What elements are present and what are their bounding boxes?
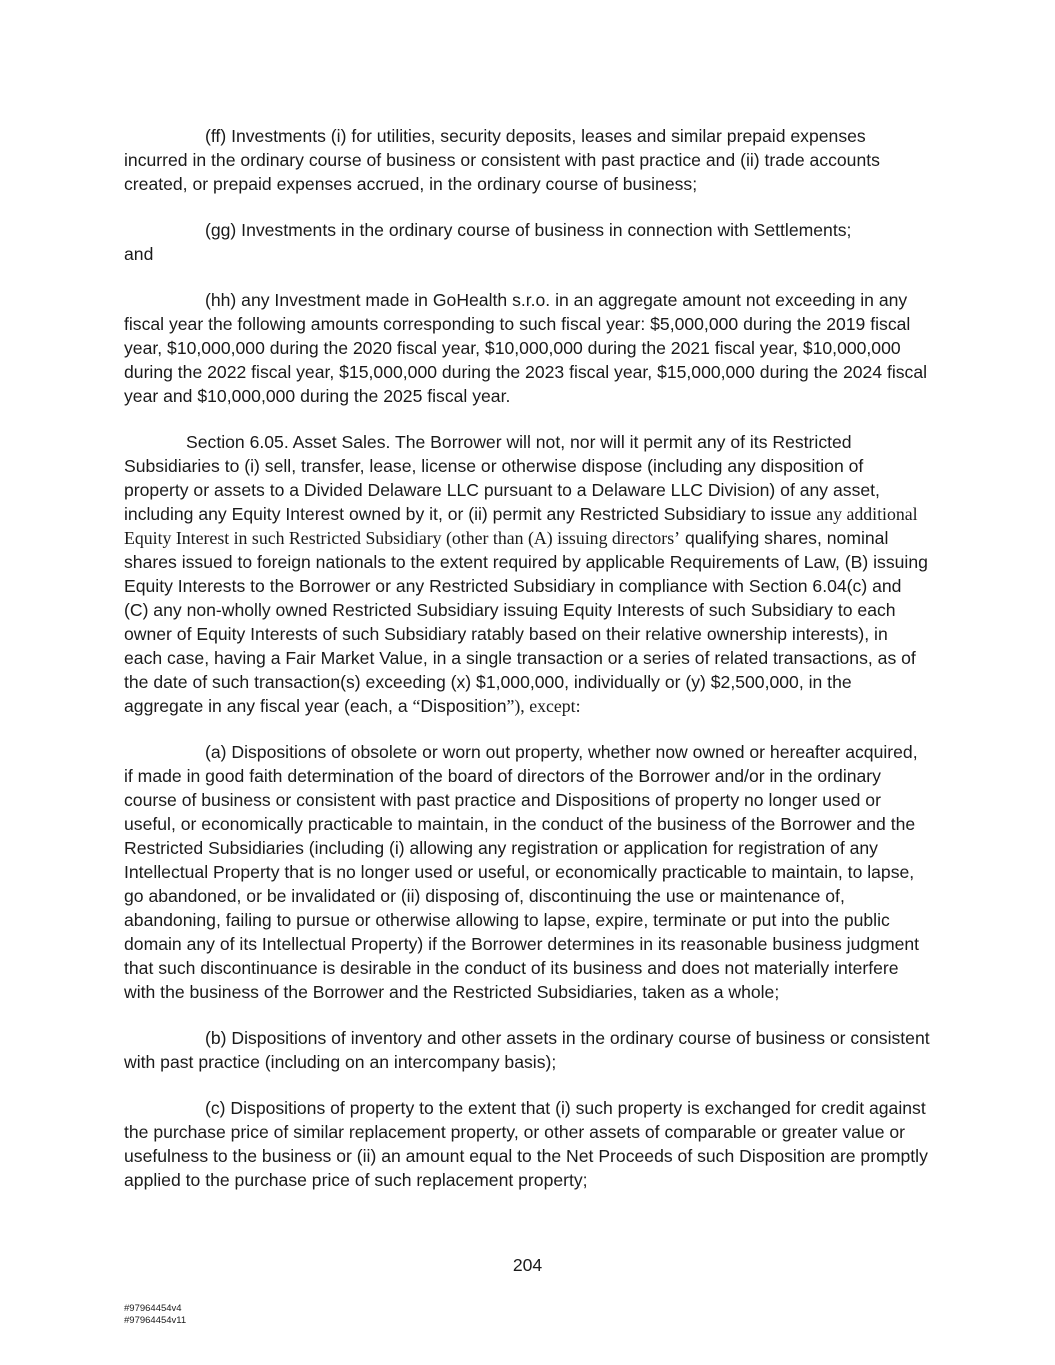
defined-term-disposition: Disposition [420,696,507,716]
doc-id: #97964454v4 [124,1303,182,1314]
document-body [124,124,930,1214]
section-6-05-part2: any additional Equity Interest in such Restricted Subsidiary (other than (A) issuing directors’ [124,504,918,548]
section-6-05-tail: ”), except: [506,696,581,716]
disposition-c: (c) Dispositions of property to the extent that (i) such property is exchanged for credit against the purchase price of similar replacement property, or other assets of comparable or greater value or usefulness to the business or (ii) an amount equal to the Net Proceeds of such Disposition are promptly applied to the purchase price of such replacement property; [124,1098,928,1190]
disposition-a: (a) Dispositions of obsolete or worn out property, whether now owned or hereafter acquired, if made in good faith determination of the board of directors of the Borrower and/or in the ordinary course of business or consistent with past practice and Dispositions of property no longer used or useful, or economically practicable to maintain, in the conduct of the business of the Borrower and the Restricted Subsidiaries (including (i) allowing any registration or application for registration of any Intellectual Property that is no longer used or useful, or economically practicable to maintain, to lapse, go abandoned, or be invalidated or (ii) disposing of, discontinuing the use or maintenance of, abandoning, failing to pursue or otherwise allowing to lapse, expire, terminate or put into the public domain any of its Intellectual Property) if the Borrower determines in its reasonable business judgment that such discontinuance is desirable in the conduct of its business and does not materially interfere with the business of the Borrower and the Restricted Subsidiaries, taken as a whole; [124,742,920,1002]
section-6-05 [124,430,930,718]
section-6-05-part1: Section 6.05. Asset Sales. The Borrower will not, nor will it permit any of its Restricted Subsidiaries to (i) sell, transfer, lease, license or otherwise dispose (including any disposition of property or assets to a Divided Delaware LLC pursuant to a Delaware LLC Division) of any asset, including any Equity Interest owned by it, or (ii) permit any Restricted Subsidiary to issue [124,432,880,524]
quote-open: “ [412,696,421,716]
clause-gg-continuation: and [124,244,154,264]
clause-gg [124,218,930,266]
clause-gg-text: (gg) Investments in the ordinary course of business in connection with Settlements; [205,220,852,240]
section-6-05-part3: qualifying shares, nominal shares issued to foreign nationals to the extent required by applicable Requirements of Law, (B) issuing Equity Interests to the Borrower or any Restricted Subsidiary in compliance with Section 6.04(c) and (C) any non-wholly owned Restricted Subsidiary issuing Equity Interests of such Subsidiary to each owner of Equity Interests of such Subsidiary ratably based on their relative ownership interests), in each case, having a Fair Market Value, in a single transaction or a series of related transactions, as of the date of such transaction(s) exceeding (x) $1,000,000, individually or (y) $2,500,000, in the aggregate in any fiscal year (each, a [124,528,928,716]
disposition-b: (b) Dispositions of inventory and other assets in the ordinary course of business or consistent with past practice (including on an intercompany basis); [124,1028,930,1072]
clause-hh: (hh) any Investment made in GoHealth s.r.o. in an aggregate amount not exceeding in any fiscal year the following amounts corresponding to such fiscal year: $5,000,000 during the 2019 fiscal year, $10,000,000 during the 2020 fiscal year, $10,000,000 during the 2021 fiscal year, $10,000,000 during the 2022 fiscal year, $15,000,000 during the 2023 fiscal year, $15,000,000 during the 2024 fiscal year and $10,000,000 during the 2025 fiscal year. [124,290,928,406]
page-number: 204 [512,1255,543,1275]
doc-id: #97964454v11 [124,1315,187,1326]
document-ids [124,1303,186,1327]
clause-ff: (ff) Investments (i) for utilities, security deposits, leases and similar prepaid expenses incurred in the ordinary course of business or consistent with past practice and (ii) trade accounts created, or prepaid expenses accrued, in the ordinary course of business; [124,126,880,194]
